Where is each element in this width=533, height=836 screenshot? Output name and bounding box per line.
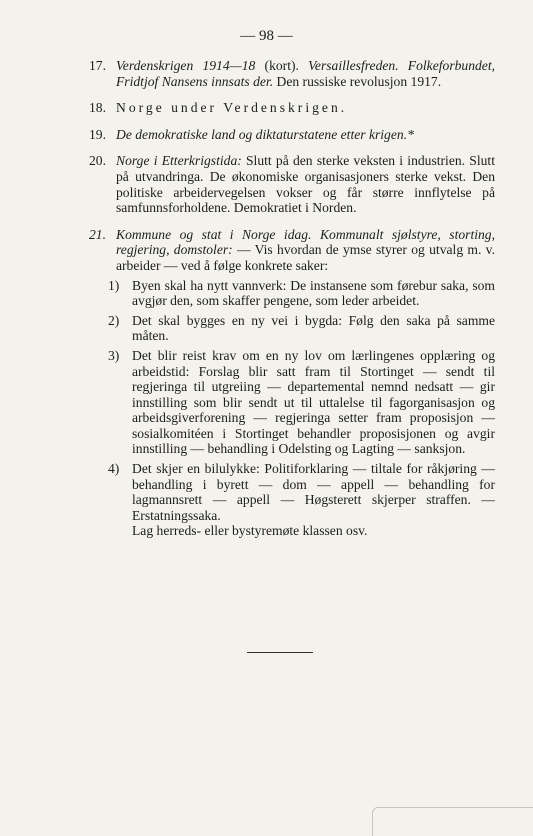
item-text: — Vis hvordan de ymse styrer og utvalg m. v. arbeider — ved å følge konkrete saker: — [116, 242, 495, 273]
sub-item — [108, 278, 495, 309]
topic-list — [89, 58, 495, 550]
item-number: 19. — [89, 126, 106, 142]
item-text: (kort). — [255, 58, 309, 73]
sub-item-text: Det blir reist krav om en ny lov om lærlingenes opplæring og arbeidstid: Forslag blir satt fram til Stortinget — sendt til regjeringa til utgreiing — departemental nemnd nedsatt — gir innstilling som blir sendt ut til uttalelse til fagorganisasjon og arbeidsgiverforening — regjeringa setter fram proposisjon — sosialkomitéen i Stortinget behandler proposisjonen og avgir innstilling — behandling i Odelsting og Lagting — sanksjon. — [132, 347, 495, 457]
sub-item-text: Det skal bygges en ny vei i bygda: Følg den saka på samme måten. — [132, 312, 495, 344]
item-text: De demokratiske land og diktaturstatene etter krigen.* — [116, 126, 414, 142]
item-number: 21. — [89, 226, 106, 242]
item-number: 17. — [89, 58, 106, 73]
item-number: 18. — [89, 100, 106, 116]
item-title: Kommune og stat i Norge idag. Kommunalt sjølstyre, storting, regjering, domstoler: — [116, 226, 495, 258]
sub-item-number: 3) — [108, 347, 120, 363]
sub-item-number: 2) — [108, 312, 120, 328]
list-item — [89, 227, 495, 539]
section-divider — [247, 652, 313, 653]
sub-item-number: 1) — [108, 277, 120, 293]
page-edge — [372, 807, 533, 836]
item-text: Slutt på den sterke veksten i industrien. Slutt på utvandringa. De økonomiske organisasjoners sterke vekst. Den politiske arbeidervegelsen vokser og får større innflytelse på samfunnsforholdene. Demokratiet i Norden. — [116, 153, 495, 216]
trailing-text: Lag herreds- eller bystyremøte klassen osv. — [132, 523, 368, 539]
sub-item — [108, 461, 495, 523]
sub-item-text: Det skjer en bilulykke: Politiforklaring — tiltale for råkjøring — behandling i byrett — dom — appell — behandling for lagmannsrett — appell — Høgsterett skjerper straffen. — Erstatningssaka. — [132, 461, 495, 523]
list-item — [89, 58, 495, 89]
item-text: Norge under Verdenskrigen. — [116, 100, 348, 116]
item-title: Norge i Etterkrigstida: — [116, 153, 242, 169]
sub-item-text: Byen skal ha nytt vannverk: De instansene som førebur saka, som avgjør den, som skaffer pengene, som leder arbeidet. — [132, 277, 495, 309]
list-item — [89, 153, 495, 215]
item-title: Versaillesfreden. Folkeforbundet, Fridtjof Nansens innsats der. — [116, 58, 495, 89]
item-title: Verdenskrigen 1914—18 — [116, 58, 256, 73]
sub-item-number: 4) — [108, 461, 120, 477]
list-item — [89, 100, 495, 116]
item-text: Den russiske revolusjon 1917. — [273, 73, 442, 89]
list-item — [89, 127, 495, 143]
sub-item — [108, 313, 495, 344]
item-number: 20. — [89, 153, 106, 169]
page-number: — 98 — — [240, 28, 293, 44]
sub-item — [108, 348, 495, 457]
